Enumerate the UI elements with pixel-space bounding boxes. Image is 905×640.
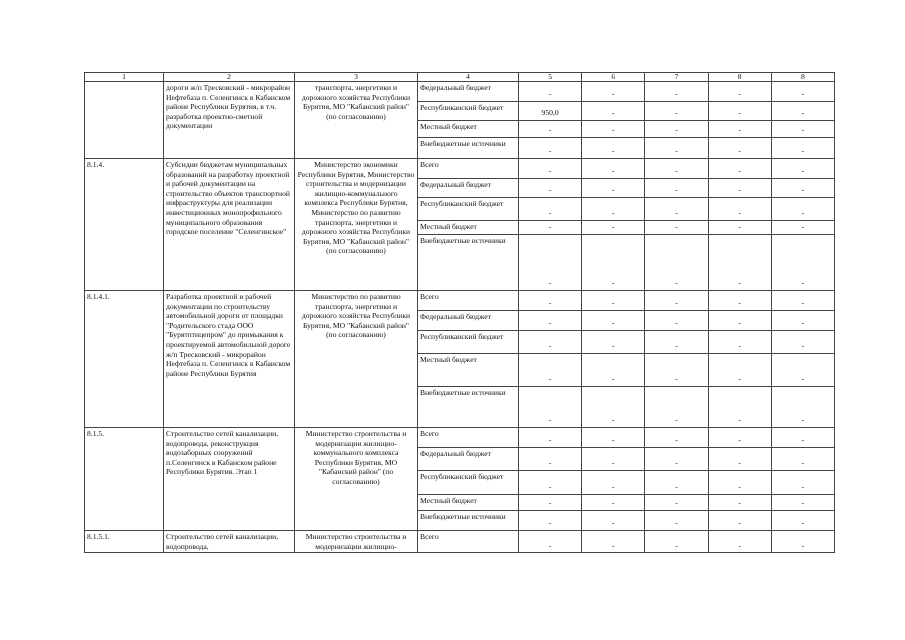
amount-cell-col-6: -	[582, 121, 645, 138]
row-code: 8.1.5.1.	[85, 531, 164, 553]
amount-cell-col-8: -	[708, 387, 771, 428]
column-number-5: 5	[519, 73, 582, 82]
responsible-executor: Министерство экономики Республики Бурятия, Министерство строительства и модернизации жилищно-коммунального комплекса Республики Бурятия, Министерство по развитию транспорта, энергетики и дорожного хозяйства Республики Бурятия, МО "Кабанский район" (по согласованию)	[295, 159, 418, 291]
amount-cell-col-9: -	[771, 311, 834, 331]
amount-cell-col-5: -	[519, 471, 582, 495]
amount-cell-col-9: -	[771, 511, 834, 531]
amount-cell-col-9: -	[771, 354, 834, 387]
table-row	[85, 82, 835, 102]
column-numbers-row	[85, 73, 835, 82]
table-row	[85, 291, 835, 311]
amount-cell-col-6: -	[582, 531, 645, 553]
amount-cell-col-7: -	[645, 448, 708, 471]
amount-cell-col-5: -	[519, 428, 582, 448]
amount-cell-col-5: 950,0	[519, 102, 582, 121]
amount-cell-col-8: -	[708, 121, 771, 138]
amount-cell-col-6: -	[582, 331, 645, 354]
amount-cell-col-8: -	[708, 428, 771, 448]
budget-table	[84, 72, 835, 553]
amount-cell-col-9: -	[771, 138, 834, 159]
amount-cell-col-6: -	[582, 179, 645, 198]
amount-cell-col-7: -	[645, 428, 708, 448]
amount-cell-col-5: -	[519, 495, 582, 511]
amount-cell-col-8: -	[708, 511, 771, 531]
activity-name: дороги ж/п Тресковский - микрорайон Нефтебаза п. Селенгинск в Кабанском районе Республики Бурятия, в т.ч. разработка проектно-сметной документации	[164, 82, 295, 159]
amount-cell-col-8: -	[708, 471, 771, 495]
amount-cell-col-9: -	[771, 495, 834, 511]
amount-cell-col-5: -	[519, 159, 582, 179]
amount-cell-col-6: -	[582, 311, 645, 331]
budget-table-page	[84, 72, 835, 553]
responsible-executor: Министерство строительства и модернизации жилищно-коммунального комплекса Республики Бурятия, МО "Кабанский район" (по согласованию)	[295, 428, 418, 531]
amount-cell-col-7: -	[645, 531, 708, 553]
amount-cell-col-5: -	[519, 291, 582, 311]
responsible-executor: Министерство по развитию транспорта, энергетики и дорожного хозяйства Республики Бурятия, МО "Кабанский район" (по согласованию)	[295, 291, 418, 428]
funding-source: Всего	[418, 159, 519, 179]
amount-cell-col-7: -	[645, 495, 708, 511]
amount-cell-col-7: -	[645, 121, 708, 138]
funding-source: Всего	[418, 291, 519, 311]
amount-cell-col-6: -	[582, 198, 645, 221]
amount-cell-col-6: -	[582, 387, 645, 428]
amount-cell-col-9: -	[771, 531, 834, 553]
amount-cell-col-5: -	[519, 82, 582, 102]
amount-cell-col-8: -	[708, 291, 771, 311]
amount-cell-col-5: -	[519, 511, 582, 531]
amount-cell-col-5: -	[519, 448, 582, 471]
amount-cell-col-7: -	[645, 102, 708, 121]
amount-cell-col-8: -	[708, 138, 771, 159]
row-code: 8.1.4.1.	[85, 291, 164, 428]
amount-cell-col-9: -	[771, 159, 834, 179]
budget-table-body	[85, 73, 835, 553]
funding-source: Республиканский бюджет	[418, 471, 519, 495]
funding-source: Местный бюджет	[418, 495, 519, 511]
amount-cell-col-7: -	[645, 511, 708, 531]
table-row	[85, 428, 835, 448]
amount-cell-col-9: -	[771, 448, 834, 471]
table-row	[85, 531, 835, 553]
amount-cell-col-7: -	[645, 179, 708, 198]
amount-cell-col-6: -	[582, 354, 645, 387]
funding-source: Внебюджетные источники	[418, 138, 519, 159]
table-row	[85, 159, 835, 179]
funding-source: Республиканский бюджет	[418, 102, 519, 121]
amount-cell-col-9: -	[771, 179, 834, 198]
amount-cell-col-5: -	[519, 331, 582, 354]
row-code: 8.1.5.	[85, 428, 164, 531]
amount-cell-col-9: -	[771, 82, 834, 102]
amount-cell-col-8: -	[708, 235, 771, 291]
amount-cell-col-9: -	[771, 471, 834, 495]
amount-cell-col-6: -	[582, 221, 645, 235]
funding-source: Федеральный бюджет	[418, 311, 519, 331]
amount-cell-col-7: -	[645, 387, 708, 428]
funding-source: Федеральный бюджет	[418, 448, 519, 471]
amount-cell-col-6: -	[582, 82, 645, 102]
amount-cell-col-7: -	[645, 159, 708, 179]
amount-cell-col-9: -	[771, 428, 834, 448]
amount-cell-col-8: -	[708, 102, 771, 121]
amount-cell-col-8: -	[708, 331, 771, 354]
amount-cell-col-9: -	[771, 221, 834, 235]
amount-cell-col-8: -	[708, 159, 771, 179]
column-number-3: 3	[295, 73, 418, 82]
amount-cell-col-9: -	[771, 198, 834, 221]
amount-cell-col-8: -	[708, 531, 771, 553]
amount-cell-col-7: -	[645, 331, 708, 354]
amount-cell-col-5: -	[519, 387, 582, 428]
amount-cell-col-6: -	[582, 471, 645, 495]
amount-cell-col-6: -	[582, 511, 645, 531]
amount-cell-col-8: -	[708, 82, 771, 102]
amount-cell-col-6: -	[582, 235, 645, 291]
activity-name: Строительство сетей канализации, водопровода, реконструкция водозаборных сооружений п.Селенгинск в Кабанском районе Республики Бурятия. Этап 1	[164, 428, 295, 531]
funding-source: Внебюджетные источники	[418, 511, 519, 531]
amount-cell-col-9: -	[771, 102, 834, 121]
amount-cell-col-8: -	[708, 495, 771, 511]
responsible-executor: Министерство строительства и модернизации жилищно-	[295, 531, 418, 553]
amount-cell-col-9: -	[771, 387, 834, 428]
amount-cell-col-9: -	[771, 291, 834, 311]
column-number-8-second: 8	[771, 73, 834, 82]
amount-cell-col-8: -	[708, 221, 771, 235]
amount-cell-col-7: -	[645, 221, 708, 235]
amount-cell-col-7: -	[645, 354, 708, 387]
amount-cell-col-7: -	[645, 291, 708, 311]
amount-cell-col-5: -	[519, 235, 582, 291]
amount-cell-col-5: -	[519, 221, 582, 235]
column-number-2: 2	[164, 73, 295, 82]
amount-cell-col-7: -	[645, 311, 708, 331]
funding-source: Республиканский бюджет	[418, 331, 519, 354]
amount-cell-col-7: -	[645, 235, 708, 291]
amount-cell-col-8: -	[708, 311, 771, 331]
funding-source: Федеральный бюджет	[418, 82, 519, 102]
amount-cell-col-9: -	[771, 235, 834, 291]
amount-cell-col-8: -	[708, 198, 771, 221]
row-code	[85, 82, 164, 159]
amount-cell-col-7: -	[645, 138, 708, 159]
amount-cell-col-7: -	[645, 198, 708, 221]
amount-cell-col-8: -	[708, 354, 771, 387]
amount-cell-col-5: -	[519, 531, 582, 553]
amount-cell-col-8: -	[708, 179, 771, 198]
funding-source: Внебюджетные источники	[418, 235, 519, 291]
amount-cell-col-5: -	[519, 138, 582, 159]
funding-source: Местный бюджет	[418, 221, 519, 235]
amount-cell-col-9: -	[771, 121, 834, 138]
amount-cell-col-6: -	[582, 138, 645, 159]
amount-cell-col-6: -	[582, 159, 645, 179]
amount-cell-col-7: -	[645, 471, 708, 495]
column-number-8: 8	[708, 73, 771, 82]
responsible-executor: транспорта, энергетики и дорожного хозяйства Республики Бурятия, МО "Кабанский район" (по согласованию)	[295, 82, 418, 159]
funding-source: Всего	[418, 531, 519, 553]
amount-cell-col-5: -	[519, 198, 582, 221]
amount-cell-col-5: -	[519, 311, 582, 331]
amount-cell-col-6: -	[582, 102, 645, 121]
amount-cell-col-5: -	[519, 179, 582, 198]
amount-cell-col-6: -	[582, 448, 645, 471]
funding-source: Федеральный бюджет	[418, 179, 519, 198]
column-number-6: 6	[582, 73, 645, 82]
amount-cell-col-7: -	[645, 82, 708, 102]
funding-source: Внебюджетные источники	[418, 387, 519, 428]
activity-name: Разработка проектной и рабочей документации по строительству автомобильной дороги от площадки "Родительского стада ООО "Бурятптицепром" до примыкания к проектируемой автомобильной дороге ж/п Тресковский - микрорайон Нефтебаза п. Селенгинск в Кабанском районе Республики Бурятия	[164, 291, 295, 428]
column-number-1: 1	[85, 73, 164, 82]
amount-cell-col-5: -	[519, 354, 582, 387]
activity-name: Субсидии бюджетам муниципальных образований на разработку проектной и рабочей документации на строительство объектов транспортной инфраструктуры для реализации инвестиционных монопрофильного муниципального образования городское поселение "Селенгинское"	[164, 159, 295, 291]
column-number-4: 4	[418, 73, 519, 82]
amount-cell-col-6: -	[582, 495, 645, 511]
amount-cell-col-5: -	[519, 121, 582, 138]
row-code: 8.1.4.	[85, 159, 164, 291]
column-number-7: 7	[645, 73, 708, 82]
funding-source: Местный бюджет	[418, 354, 519, 387]
funding-source: Всего	[418, 428, 519, 448]
amount-cell-col-9: -	[771, 331, 834, 354]
activity-name: Строительство сетей канализации, водопровода,	[164, 531, 295, 553]
funding-source: Республиканский бюджет	[418, 198, 519, 221]
amount-cell-col-6: -	[582, 428, 645, 448]
amount-cell-col-6: -	[582, 291, 645, 311]
funding-source: Местный бюджет	[418, 121, 519, 138]
amount-cell-col-8: -	[708, 448, 771, 471]
